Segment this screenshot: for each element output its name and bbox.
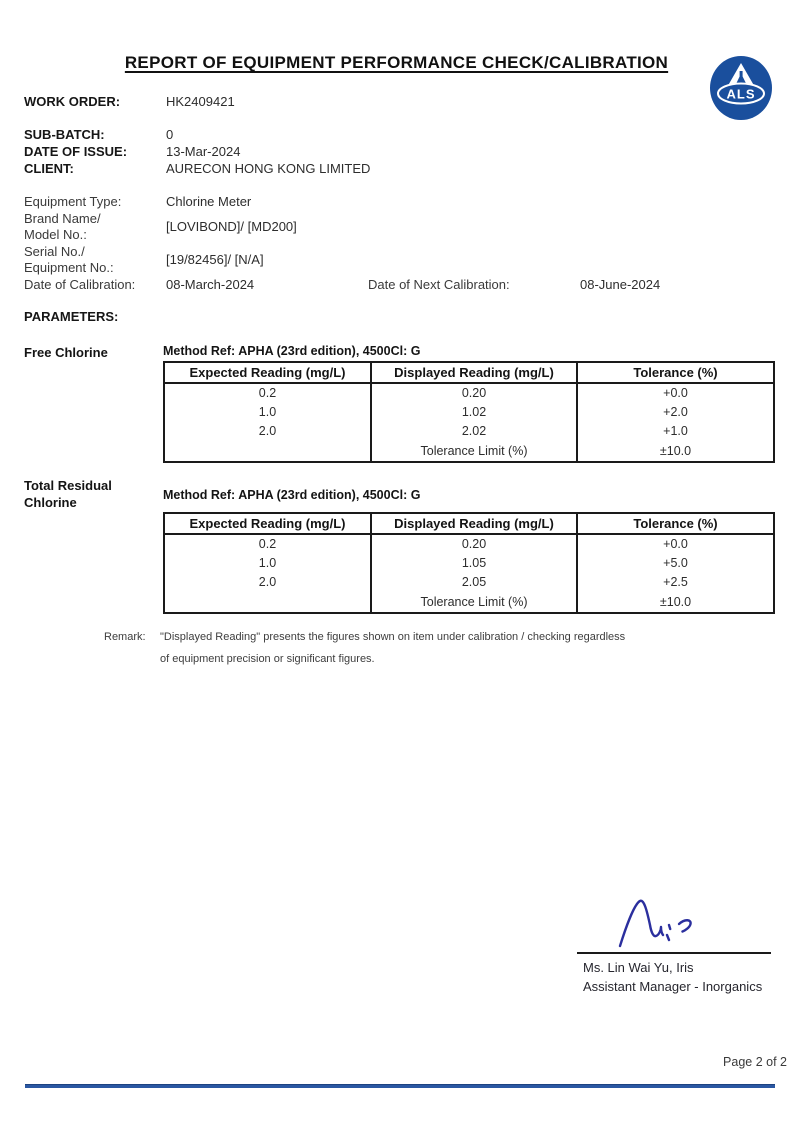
table-row (164, 402, 774, 421)
page-title: REPORT OF EQUIPMENT PERFORMANCE CHECK/CALIBRATION (124, 53, 669, 72)
date-of-issue-value: 13-Mar-2024 (166, 144, 241, 159)
free-chlorine-table (163, 361, 775, 463)
table-row (164, 553, 774, 572)
cell-displayed: 0.20 (371, 383, 577, 402)
tolerance-limit-label: Tolerance Limit (%) (371, 591, 577, 613)
als-logo-text: ALS (726, 86, 756, 102)
tolerance-limit-label: Tolerance Limit (%) (371, 440, 577, 462)
work-order-value: HK2409421 (166, 94, 235, 109)
next-calibration-label: Date of Next Calibration: (368, 277, 510, 292)
remark-label: Remark: (104, 631, 146, 643)
cell-expected: 2.0 (164, 572, 371, 591)
cell-tolerance: +2.0 (663, 404, 688, 419)
sub-batch-value: 0 (166, 127, 174, 142)
table-row (164, 534, 774, 553)
tolerance-limit-row (164, 591, 774, 613)
brand-name-label-line1: Brand Name/ (24, 211, 101, 226)
cell-tolerance: +2.5 (663, 574, 688, 589)
cell-displayed: 1.02 (371, 402, 577, 421)
table-row (164, 572, 774, 591)
table-header-row (164, 362, 774, 383)
cell-tolerance: +1.0 (663, 423, 688, 438)
serial-label-line1: Serial No./ (24, 244, 85, 259)
col-header-displayed: Displayed Reading (mg/L) (371, 362, 577, 383)
date-of-issue-label: DATE OF ISSUE: (24, 144, 128, 159)
cell-tolerance: +0.0 (663, 537, 688, 551)
col-header-tolerance: Tolerance (%) (577, 362, 774, 383)
cell-empty (164, 440, 371, 462)
sub-batch-label: SUB-BATCH: (24, 127, 105, 142)
cell-expected: 2.0 (164, 421, 371, 440)
tolerance-limit-value: ±10.0 (659, 443, 692, 458)
serial-value: [19/82456]/ [N/A] (166, 252, 264, 267)
table-header-row (164, 513, 774, 534)
date-of-calibration-value: 08-March-2024 (166, 277, 255, 292)
brand-name-label-line2: Model No.: (24, 227, 87, 242)
section-free-chlorine-label: Free Chlorine (24, 345, 108, 360)
tolerance-limit-value: ±10.0 (659, 594, 692, 609)
als-logo-icon (709, 55, 773, 121)
parameters-heading: PARAMETERS: (24, 309, 119, 324)
col-header-tolerance: Tolerance (%) (577, 513, 774, 534)
total-residual-method-ref: Method Ref: APHA (23rd edition), 4500Cl: G (163, 488, 421, 502)
footer-rule (25, 1084, 775, 1088)
cell-tolerance: +0.0 (663, 386, 688, 400)
table-row (164, 421, 774, 440)
col-header-expected: Expected Reading (mg/L) (164, 362, 371, 383)
client-label: CLIENT: (24, 161, 74, 176)
section-total-residual-chlorine-label: Total Residual Chlorine (24, 478, 112, 510)
col-header-displayed: Displayed Reading (mg/L) (371, 513, 577, 534)
equipment-type-value: Chlorine Meter (166, 194, 252, 209)
cell-displayed: 2.02 (371, 421, 577, 440)
tolerance-limit-row (164, 440, 774, 462)
col-header-expected: Expected Reading (mg/L) (164, 513, 371, 534)
cell-expected: 0.2 (164, 534, 371, 553)
remark-text-line2: of equipment precision or significant figures. (160, 653, 375, 665)
als-logo (709, 55, 773, 121)
signatory-title: Assistant Manager - Inorganics (583, 979, 763, 994)
cell-displayed: 1.05 (371, 553, 577, 572)
serial-label-line2: Equipment No.: (24, 260, 114, 275)
cell-expected: 1.0 (164, 553, 371, 572)
remark-text-line1: "Displayed Reading" presents the figures shown on item under calibration / checking regardless (160, 631, 626, 643)
work-order-label: WORK ORDER: (24, 94, 121, 109)
cell-tolerance: +5.0 (663, 555, 688, 570)
page-number: Page 2 of 2 (723, 1055, 787, 1069)
cell-expected: 0.2 (164, 383, 371, 402)
cell-empty (164, 591, 371, 613)
next-calibration-value: 08-June-2024 (580, 277, 661, 292)
cell-expected: 1.0 (164, 402, 371, 421)
brand-name-value: [LOVIBOND]/ [MD200] (166, 219, 297, 234)
cell-displayed: 0.20 (371, 534, 577, 553)
signature-ink (603, 884, 723, 954)
total-residual-chlorine-table (163, 512, 775, 614)
free-chlorine-method-ref: Method Ref: APHA (23rd edition), 4500Cl: G (163, 344, 421, 358)
client-value: AURECON HONG KONG LIMITED (166, 161, 371, 176)
equipment-type-label: Equipment Type: (24, 194, 122, 209)
cell-displayed: 2.05 (371, 572, 577, 591)
date-of-calibration-label: Date of Calibration: (24, 277, 136, 292)
table-row (164, 383, 774, 402)
signatory-name: Ms. Lin Wai Yu, Iris (583, 960, 694, 975)
signature-rule (577, 952, 771, 954)
